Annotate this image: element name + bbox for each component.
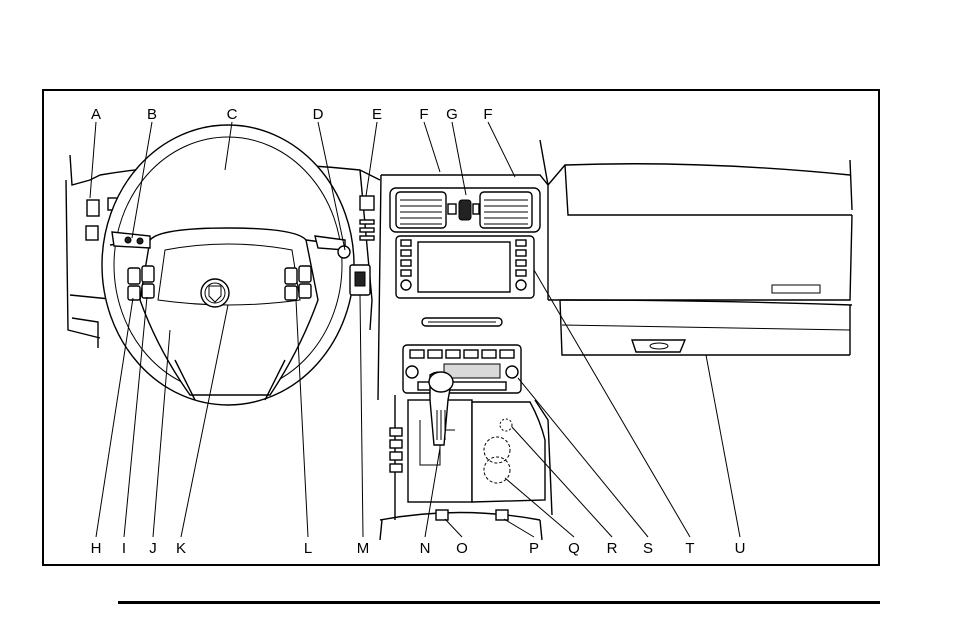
center-stack <box>390 188 540 393</box>
cupholder-cover <box>472 402 545 502</box>
callout-label-c: C <box>226 106 238 123</box>
hazard-button <box>459 200 471 220</box>
callout-label-j: J <box>149 540 157 557</box>
callout-label-n: N <box>419 540 431 557</box>
power-outlet <box>496 510 508 520</box>
callout-label-f-left: F <box>419 106 429 123</box>
left-wheel-control-lower <box>128 286 140 300</box>
navigation-display <box>418 242 510 292</box>
callout-label-t: T <box>685 540 695 557</box>
page-footer-rule <box>118 601 880 604</box>
callout-label-o: O <box>456 540 468 557</box>
aux-port <box>436 510 448 520</box>
callout-label-q: Q <box>568 540 580 557</box>
callout-label-i: I <box>121 540 127 557</box>
callout-label-p: P <box>528 540 540 557</box>
callout-label-a: A <box>90 106 102 123</box>
callout-label-f-right: F <box>483 106 493 123</box>
callout-label-l: L <box>303 540 313 557</box>
callout-label-m: M <box>356 540 370 557</box>
left-wheel-control-upper <box>128 268 140 284</box>
callout-label-s: S <box>642 540 654 557</box>
callout-label-d: D <box>312 106 324 123</box>
ignition-switch <box>338 246 350 258</box>
callout-label-e: E <box>371 106 383 123</box>
callout-label-k: K <box>175 540 187 557</box>
callout-label-b: B <box>146 106 158 123</box>
callout-label-g: G <box>446 106 458 123</box>
callout-label-h: H <box>90 540 102 557</box>
center-vent-left <box>396 192 446 228</box>
steering-wheel <box>102 125 354 405</box>
right-wheel-control-upper <box>285 268 297 284</box>
callout-label-u: U <box>734 540 746 557</box>
callout-label-r: R <box>606 540 618 557</box>
center-vent-right <box>480 192 532 228</box>
